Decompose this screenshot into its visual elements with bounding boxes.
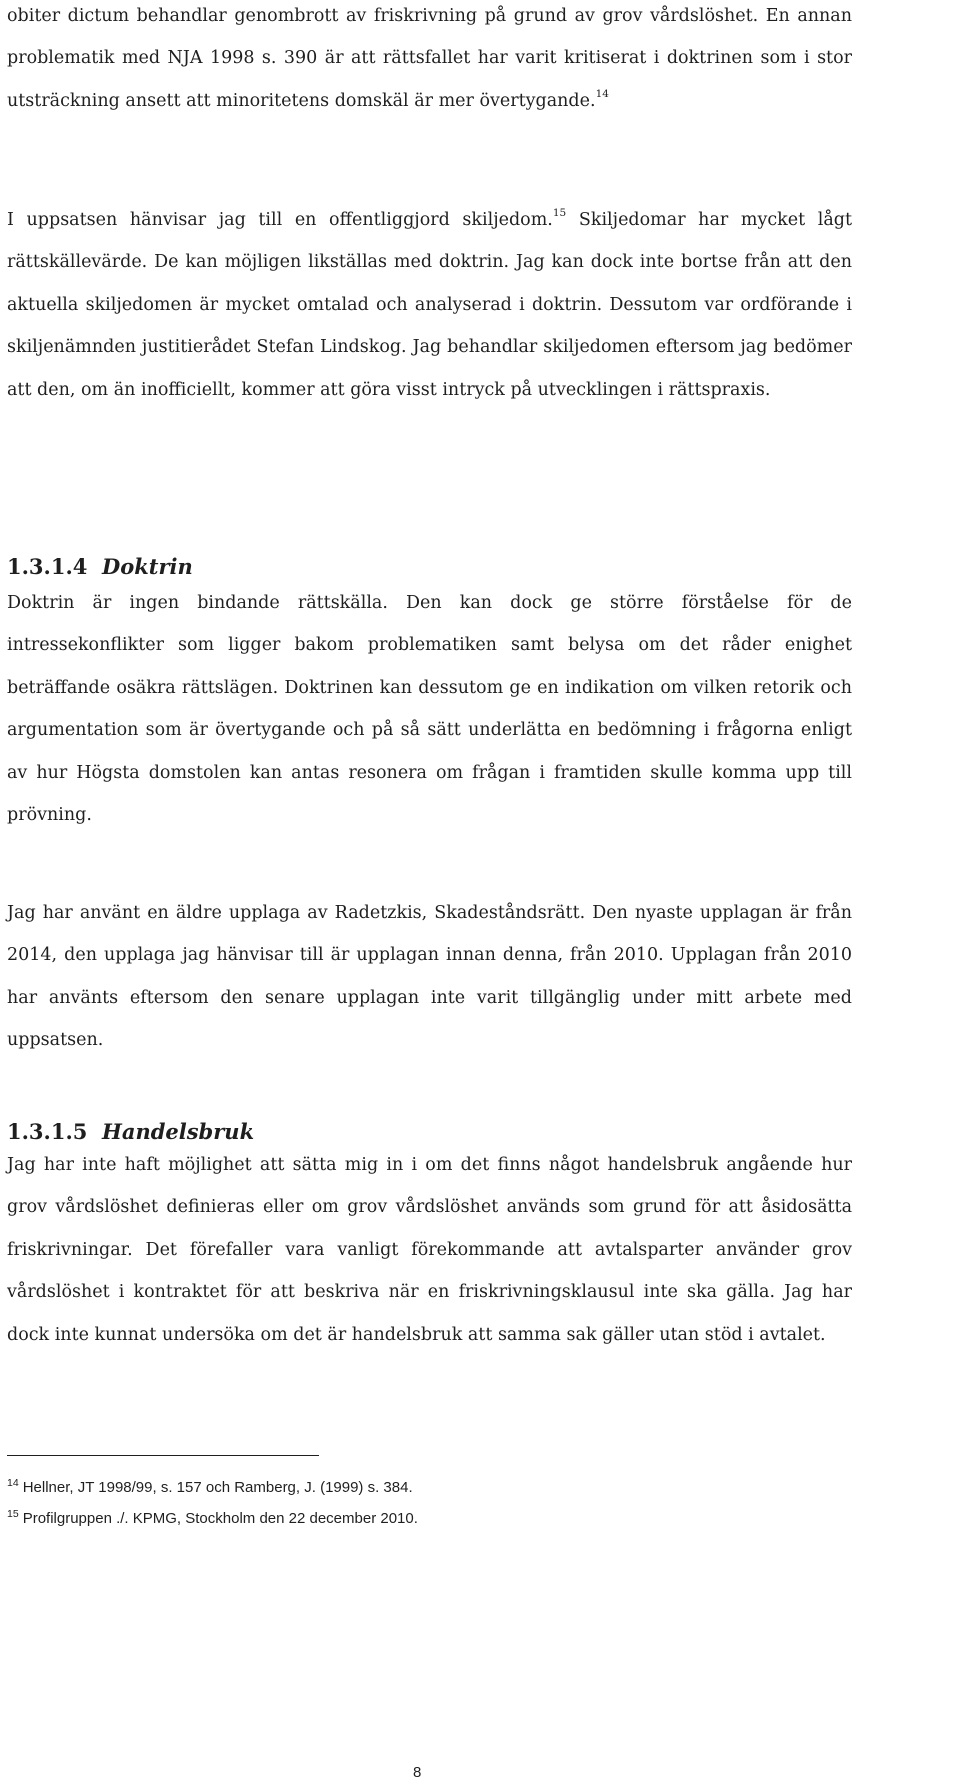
footnote-text: Hellner, JT 1998/99, s. 157 och Ramberg, J. (1999) s. 384. <box>22 1479 413 1496</box>
paragraph-skiljedom <box>7 199 852 411</box>
paragraph-nja-1998 <box>7 0 852 122</box>
page-number: 8 <box>413 1764 422 1781</box>
footnote-number: 15 <box>7 1508 19 1520</box>
paragraph-text: obiter dictum behandlar genombrott av friskrivning på grund av grov vårdslöshet. En annan problematik med NJA 1998 s. 390 är att rättsfallet har varit kritiserat i doktrinen som i stor utsträckning ansett att minoritetens domskäl är mer övertygande. <box>7 6 852 111</box>
section-heading-doktrin <box>7 552 193 582</box>
footnote-reference-14[interactable]: 14 <box>595 87 609 100</box>
paragraph-radetzki: Jag har använt en äldre upplaga av Radetzkis, Skadeståndsrätt. Den nyaste upplagan är från 2014, den upplaga jag hänvisar till är upplagan innan denna, från 2010. Upplagan från 2010 har använts eftersom den senare upplagan inte varit tillgänglig under mitt arbete med uppsatsen. <box>7 903 852 1051</box>
footnotes <box>7 1470 418 1532</box>
footnote-text: Profilgruppen ./. KPMG, Stockholm den 22 december 2010. <box>22 1510 418 1527</box>
section-title: Handelsbruk <box>102 1119 255 1144</box>
footnote-separator <box>7 1455 319 1456</box>
section-number: 1.3.1.4 <box>7 554 88 579</box>
footnote-reference-15[interactable]: 15 <box>552 207 567 219</box>
section-number: 1.3.1.5 <box>7 1119 88 1144</box>
footnote-14 <box>7 1470 418 1501</box>
paragraph-text: I uppsatsen hänvisar jag till en offentliggjord skiljedom. <box>7 210 553 230</box>
paragraph-handelsbruk: Jag har inte haft möjlighet att sätta mig in i om det finns något handelsbruk angående hur grov vårdslöshet definieras eller om grov vårdslöshet används som grund för att åsidosätta friskrivningar. Det förefaller vara vanligt förekommande att avtalsparter använder grov vårdslöshet i kontraktet för att beskriva när en friskrivningsklausul inte ska gälla. Jag har dock inte kunnat undersöka om det är handelsbruk att samma sak gäller utan stöd i avtalet. <box>7 1155 852 1345</box>
footnote-15 <box>7 1501 418 1532</box>
section-title: Doktrin <box>102 554 193 579</box>
paragraph-doktrin: Doktrin är ingen bindande rättskälla. Den kan dock ge större förståelse för de intressekonflikter som ligger bakom problematiken samt belysa om det råder enighet beträffande osäkra rättslägen. Doktrinen kan dessutom ge en indikation om vilken retorik och argumentation som är övertygande och på så sätt underlätta en bedömning i frågorna enligt av hur Högsta domstolen kan antas resonera om frågan i framtiden skulle komma upp till prövning. <box>7 593 852 826</box>
footnote-number: 14 <box>7 1477 19 1489</box>
paragraph-text-continued: Skiljedomar har mycket lågt rättskällevärde. De kan möjligen likställas med doktrin. Jag kan dock inte bortse från att den aktuella skiljedomen är mycket omtalad och analyserad i doktrin. Dessutom var ordförande i skiljenämnden justitierådet Stefan Lindskog. Jag behandlar skiljedomen eftersom jag bedömer att den, om än inofficiellt, kommer att göra visst intryck på utvecklingen i rättspraxis. <box>7 210 852 400</box>
section-heading-handelsbruk <box>7 1117 254 1147</box>
